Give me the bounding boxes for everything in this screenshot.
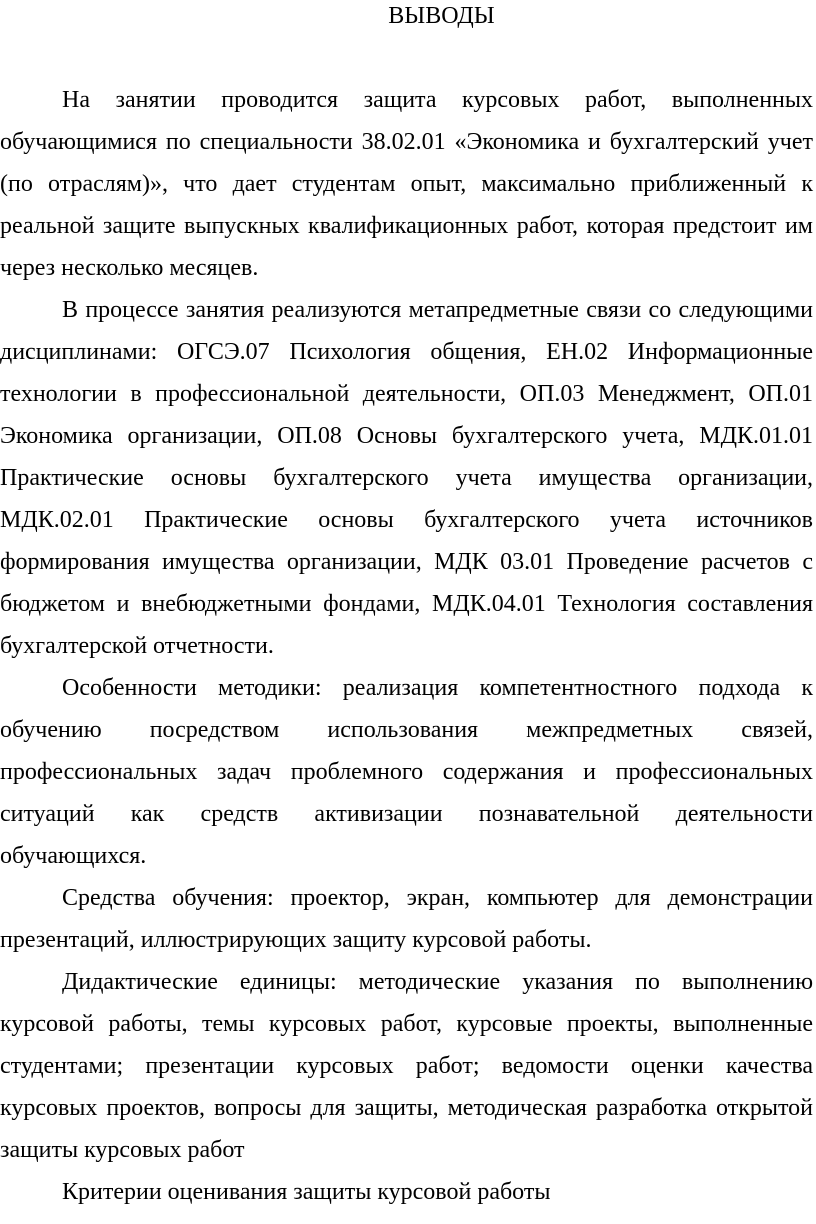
document-body [0,79,813,1213]
page-title: ВЫВОДЫ [388,3,495,29]
paragraph-teaching-tools: Средства обучения: проектор, экран, компьютер для демонстрации презентаций, иллюстрирующих защиту курсовой работы. [0,885,813,953]
paragraph-methodology: Особенности методики: реализация компетентностного подхода к обучению посредством использования межпредметных связей, профессиональных задач проблемного содержания и профессиональных ситуаций как средств активизации познавательной деятельности обучающихся. [0,675,813,869]
paragraph-course-defense: На занятии проводится защита курсовых работ, выполненных обучающимися по специальности 38.02.01 «Экономика и бухгалтерский учет (по отраслям)», что дает студентам опыт, максимально приближенный к реальной защите выпускных квалификационных работ, которая предстоит им через несколько месяцев. [0,87,813,281]
paragraph-didactic-units: Дидактические единицы: методические указания по выполнению курсовой работы, темы курсовых работ, курсовые проекты, выполненные студентами; презентации курсовых работ; ведомости оценки качества курсовых проектов, вопросы для защиты, методическая разработка открытой защиты курсовых работ [0,969,813,1163]
section-heading-criteria: Критерии оценивания защиты курсовой работы [62,1179,551,1205]
paragraph-interdisciplinary-links: В процессе занятия реализуются метапредметные связи со следующими дисциплинами: ОГСЭ.07 Психология общения, ЕН.02 Информационные технологии в профессиональной деятельности, ОП.03 Менеджмент, ОП.01 Экономика организации, ОП.08 Основы бухгалтерского учета, МДК.01.01 Практические основы бухгалтерского учета имущества организации, МДК.02.01 Практические основы бухгалтерского учета источников формирования имущества организации, МДК 03.01 Проведение расчетов с бюджетом и внебюджетными фондами, МДК.04.01 Технология составления бухгалтерской отчетности. [0,297,813,659]
